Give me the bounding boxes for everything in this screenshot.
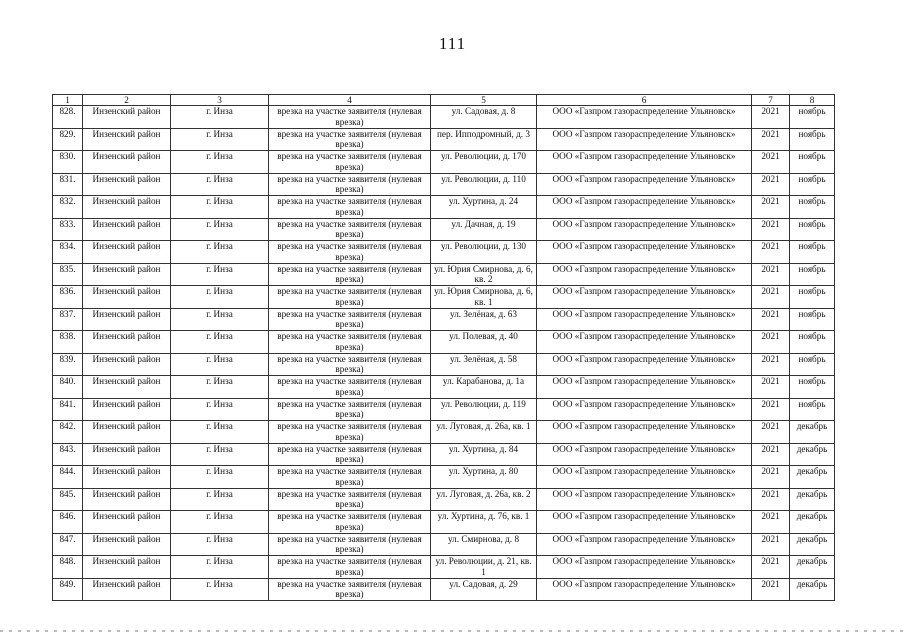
row-number-cell: 837. (53, 308, 83, 331)
organization-cell: ООО «Газпром газораспределение Ульяновск» (537, 511, 752, 534)
address-cell: ул. Революции, д. 110 (431, 173, 537, 196)
table-row (53, 106, 835, 129)
table-row (53, 308, 835, 331)
locality-cell: г. Инза (171, 421, 269, 444)
year-cell: 2021 (752, 218, 790, 241)
locality-cell: г. Инза (171, 218, 269, 241)
locality-cell: г. Инза (171, 533, 269, 556)
table-row (53, 263, 835, 286)
work-type-cell: врезка на участке заявителя (нулевая врезка) (269, 263, 431, 286)
district-cell: Инзенский район (83, 533, 171, 556)
locality-cell: г. Инза (171, 241, 269, 264)
organization-cell: ООО «Газпром газораспределение Ульяновск» (537, 556, 752, 579)
work-type-cell: врезка на участке заявителя (нулевая врезка) (269, 106, 431, 129)
table-row (53, 241, 835, 264)
district-cell: Инзенский район (83, 151, 171, 174)
year-cell: 2021 (752, 421, 790, 444)
organization-cell: ООО «Газпром газораспределение Ульяновск» (537, 173, 752, 196)
district-cell: Инзенский район (83, 353, 171, 376)
address-cell: ул. Смирнова, д. 8 (431, 533, 537, 556)
address-cell: ул. Садовая, д. 8 (431, 106, 537, 129)
row-number-cell: 846. (53, 511, 83, 534)
district-cell: Инзенский район (83, 286, 171, 309)
month-cell: ноябрь (790, 286, 835, 309)
month-cell: декабрь (790, 421, 835, 444)
address-cell: ул. Хуртина, д. 24 (431, 196, 537, 219)
address-cell: ул. Революции, д. 130 (431, 241, 537, 264)
work-type-cell: врезка на участке заявителя (нулевая врезка) (269, 308, 431, 331)
work-type-cell: врезка на участке заявителя (нулевая врезка) (269, 286, 431, 309)
year-cell: 2021 (752, 106, 790, 129)
row-number-cell: 832. (53, 196, 83, 219)
row-number-cell: 848. (53, 556, 83, 579)
year-cell: 2021 (752, 241, 790, 264)
table-row (53, 286, 835, 309)
locality-cell: г. Инза (171, 308, 269, 331)
row-number-cell: 831. (53, 173, 83, 196)
row-number-cell: 840. (53, 376, 83, 399)
header-row (53, 95, 835, 106)
district-cell: Инзенский район (83, 241, 171, 264)
row-number-cell: 838. (53, 331, 83, 354)
work-type-cell: врезка на участке заявителя (нулевая врезка) (269, 151, 431, 174)
address-cell: ул. Луговая, д. 26а, кв. 1 (431, 421, 537, 444)
table-row (53, 151, 835, 174)
table-row (53, 128, 835, 151)
year-cell: 2021 (752, 308, 790, 331)
work-type-cell: врезка на участке заявителя (нулевая врезка) (269, 173, 431, 196)
month-cell: ноябрь (790, 218, 835, 241)
address-cell: ул. Хуртина, д. 80 (431, 466, 537, 489)
month-cell: декабрь (790, 466, 835, 489)
year-cell: 2021 (752, 376, 790, 399)
month-cell: ноябрь (790, 353, 835, 376)
work-type-cell: врезка на участке заявителя (нулевая врезка) (269, 196, 431, 219)
column-header: 4 (269, 95, 431, 106)
table-body (53, 106, 835, 601)
organization-cell: ООО «Газпром газораспределение Ульяновск» (537, 106, 752, 129)
organization-cell: ООО «Газпром газораспределение Ульяновск» (537, 286, 752, 309)
district-cell: Инзенский район (83, 398, 171, 421)
organization-cell: ООО «Газпром газораспределение Ульяновск» (537, 128, 752, 151)
year-cell: 2021 (752, 443, 790, 466)
address-cell: ул. Юрия Смирнова, д. 6, кв. 1 (431, 286, 537, 309)
month-cell: декабрь (790, 511, 835, 534)
address-cell: ул. Садовая, д. 29 (431, 578, 537, 601)
locality-cell: г. Инза (171, 376, 269, 399)
organization-cell: ООО «Газпром газораспределение Ульяновск» (537, 376, 752, 399)
column-header: 5 (431, 95, 537, 106)
locality-cell: г. Инза (171, 263, 269, 286)
row-number-cell: 829. (53, 128, 83, 151)
work-type-cell: врезка на участке заявителя (нулевая врезка) (269, 398, 431, 421)
row-number-cell: 836. (53, 286, 83, 309)
month-cell: ноябрь (790, 106, 835, 129)
month-cell: ноябрь (790, 331, 835, 354)
month-cell: ноябрь (790, 196, 835, 219)
locality-cell: г. Инза (171, 466, 269, 489)
organization-cell: ООО «Газпром газораспределение Ульяновск» (537, 398, 752, 421)
month-cell: ноябрь (790, 173, 835, 196)
address-cell: ул. Карабанова, д. 1а (431, 376, 537, 399)
district-cell: Инзенский район (83, 128, 171, 151)
year-cell: 2021 (752, 488, 790, 511)
table-row (53, 421, 835, 444)
organization-cell: ООО «Газпром газораспределение Ульяновск» (537, 488, 752, 511)
work-type-cell: врезка на участке заявителя (нулевая врезка) (269, 466, 431, 489)
district-cell: Инзенский район (83, 106, 171, 129)
district-cell: Инзенский район (83, 466, 171, 489)
work-type-cell: врезка на участке заявителя (нулевая врезка) (269, 421, 431, 444)
district-cell: Инзенский район (83, 443, 171, 466)
table-row (53, 218, 835, 241)
organization-cell: ООО «Газпром газораспределение Ульяновск» (537, 533, 752, 556)
locality-cell: г. Инза (171, 128, 269, 151)
address-cell: ул. Революции, д. 170 (431, 151, 537, 174)
page-number: 111 (438, 34, 467, 53)
district-cell: Инзенский район (83, 173, 171, 196)
address-cell: ул. Хуртина, д. 76, кв. 1 (431, 511, 537, 534)
district-cell: Инзенский район (83, 578, 171, 601)
district-cell: Инзенский район (83, 556, 171, 579)
year-cell: 2021 (752, 173, 790, 196)
year-cell: 2021 (752, 286, 790, 309)
year-cell: 2021 (752, 128, 790, 151)
table-row (53, 398, 835, 421)
table-row (53, 533, 835, 556)
row-number-cell: 843. (53, 443, 83, 466)
district-cell: Инзенский район (83, 218, 171, 241)
organization-cell: ООО «Газпром газораспределение Ульяновск» (537, 421, 752, 444)
month-cell: декабрь (790, 488, 835, 511)
table-row (53, 353, 835, 376)
row-number-cell: 847. (53, 533, 83, 556)
row-number-cell: 830. (53, 151, 83, 174)
table-row (53, 488, 835, 511)
table-row (53, 578, 835, 601)
gasification-table (52, 94, 835, 601)
scan-edge-line (0, 630, 905, 632)
month-cell: ноябрь (790, 308, 835, 331)
column-header: 2 (83, 95, 171, 106)
work-type-cell: врезка на участке заявителя (нулевая врезка) (269, 218, 431, 241)
year-cell: 2021 (752, 331, 790, 354)
column-header: 3 (171, 95, 269, 106)
column-header: 7 (752, 95, 790, 106)
year-cell: 2021 (752, 398, 790, 421)
month-cell: ноябрь (790, 128, 835, 151)
year-cell: 2021 (752, 466, 790, 489)
table-row (53, 466, 835, 489)
organization-cell: ООО «Газпром газораспределение Ульяновск» (537, 196, 752, 219)
organization-cell: ООО «Газпром газораспределение Ульяновск» (537, 466, 752, 489)
table-row (53, 443, 835, 466)
district-cell: Инзенский район (83, 421, 171, 444)
work-type-cell: врезка на участке заявителя (нулевая врезка) (269, 578, 431, 601)
work-type-cell: врезка на участке заявителя (нулевая врезка) (269, 533, 431, 556)
district-cell: Инзенский район (83, 308, 171, 331)
month-cell: ноябрь (790, 241, 835, 264)
locality-cell: г. Инза (171, 196, 269, 219)
month-cell: декабрь (790, 443, 835, 466)
table-row (53, 376, 835, 399)
work-type-cell: врезка на участке заявителя (нулевая врезка) (269, 376, 431, 399)
address-cell: ул. Юрия Смирнова, д. 6, кв. 2 (431, 263, 537, 286)
year-cell: 2021 (752, 353, 790, 376)
address-cell: ул. Дачная, д. 19 (431, 218, 537, 241)
organization-cell: ООО «Газпром газораспределение Ульяновск» (537, 218, 752, 241)
year-cell: 2021 (752, 556, 790, 579)
month-cell: ноябрь (790, 263, 835, 286)
locality-cell: г. Инза (171, 398, 269, 421)
organization-cell: ООО «Газпром газораспределение Ульяновск» (537, 241, 752, 264)
year-cell: 2021 (752, 578, 790, 601)
address-cell: ул. Зелёная, д. 58 (431, 353, 537, 376)
address-cell: ул. Революции, д. 119 (431, 398, 537, 421)
district-cell: Инзенский район (83, 331, 171, 354)
table-row (53, 556, 835, 579)
work-type-cell: врезка на участке заявителя (нулевая врезка) (269, 488, 431, 511)
row-number-cell: 841. (53, 398, 83, 421)
work-type-cell: врезка на участке заявителя (нулевая врезка) (269, 353, 431, 376)
locality-cell: г. Инза (171, 331, 269, 354)
year-cell: 2021 (752, 196, 790, 219)
work-type-cell: врезка на участке заявителя (нулевая врезка) (269, 128, 431, 151)
address-cell: ул. Революции, д. 21, кв. 1 (431, 556, 537, 579)
year-cell: 2021 (752, 511, 790, 534)
organization-cell: ООО «Газпром газораспределение Ульяновск» (537, 263, 752, 286)
locality-cell: г. Инза (171, 286, 269, 309)
row-number-cell: 835. (53, 263, 83, 286)
month-cell: ноябрь (790, 376, 835, 399)
locality-cell: г. Инза (171, 488, 269, 511)
month-cell: декабрь (790, 533, 835, 556)
month-cell: декабрь (790, 556, 835, 579)
row-number-cell: 845. (53, 488, 83, 511)
row-number-cell: 833. (53, 218, 83, 241)
row-number-cell: 839. (53, 353, 83, 376)
row-number-cell: 828. (53, 106, 83, 129)
table-row (53, 173, 835, 196)
year-cell: 2021 (752, 263, 790, 286)
district-cell: Инзенский район (83, 196, 171, 219)
table-row (53, 331, 835, 354)
column-header: 6 (537, 95, 752, 106)
locality-cell: г. Инза (171, 353, 269, 376)
district-cell: Инзенский район (83, 263, 171, 286)
row-number-cell: 844. (53, 466, 83, 489)
work-type-cell: врезка на участке заявителя (нулевая врезка) (269, 443, 431, 466)
year-cell: 2021 (752, 151, 790, 174)
work-type-cell: врезка на участке заявителя (нулевая врезка) (269, 331, 431, 354)
address-cell: ул. Хуртина, д. 84 (431, 443, 537, 466)
locality-cell: г. Инза (171, 106, 269, 129)
organization-cell: ООО «Газпром газораспределение Ульяновск» (537, 578, 752, 601)
work-type-cell: врезка на участке заявителя (нулевая врезка) (269, 511, 431, 534)
locality-cell: г. Инза (171, 556, 269, 579)
organization-cell: ООО «Газпром газораспределение Ульяновск» (537, 353, 752, 376)
organization-cell: ООО «Газпром газораспределение Ульяновск» (537, 443, 752, 466)
row-number-cell: 834. (53, 241, 83, 264)
locality-cell: г. Инза (171, 511, 269, 534)
locality-cell: г. Инза (171, 151, 269, 174)
work-type-cell: врезка на участке заявителя (нулевая врезка) (269, 241, 431, 264)
district-cell: Инзенский район (83, 376, 171, 399)
district-cell: Инзенский район (83, 488, 171, 511)
organization-cell: ООО «Газпром газораспределение Ульяновск» (537, 308, 752, 331)
month-cell: декабрь (790, 578, 835, 601)
address-cell: пер. Ипподромный, д. 3 (431, 128, 537, 151)
locality-cell: г. Инза (171, 443, 269, 466)
row-number-cell: 849. (53, 578, 83, 601)
address-cell: ул. Зелёная, д. 63 (431, 308, 537, 331)
column-header: 8 (790, 95, 835, 106)
year-cell: 2021 (752, 533, 790, 556)
work-type-cell: врезка на участке заявителя (нулевая врезка) (269, 556, 431, 579)
column-header: 1 (53, 95, 83, 106)
month-cell: ноябрь (790, 151, 835, 174)
district-cell: Инзенский район (83, 511, 171, 534)
locality-cell: г. Инза (171, 578, 269, 601)
locality-cell: г. Инза (171, 173, 269, 196)
row-number-cell: 842. (53, 421, 83, 444)
organization-cell: ООО «Газпром газораспределение Ульяновск» (537, 151, 752, 174)
address-cell: ул. Луговая, д. 26а, кв. 2 (431, 488, 537, 511)
address-cell: ул. Полевая, д. 40 (431, 331, 537, 354)
organization-cell: ООО «Газпром газораспределение Ульяновск» (537, 331, 752, 354)
month-cell: ноябрь (790, 398, 835, 421)
table-row (53, 196, 835, 219)
table-row (53, 511, 835, 534)
